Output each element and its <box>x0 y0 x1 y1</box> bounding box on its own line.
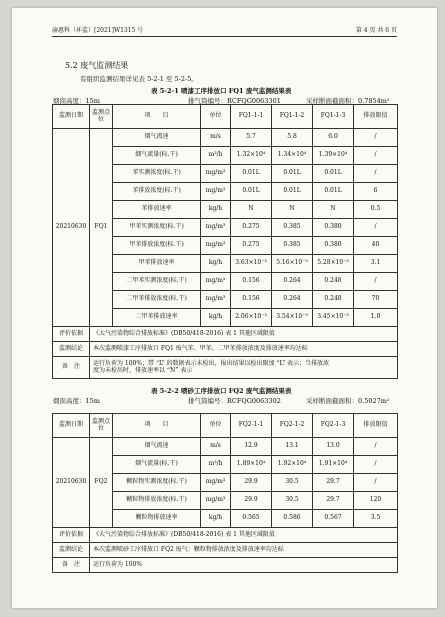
limit-value: 70 <box>354 291 398 309</box>
col-header-sample-2: FQ1-1-2 <box>272 105 313 129</box>
unit-cell: kg/h <box>201 510 231 528</box>
sample-3-value: 29.7 <box>313 492 354 510</box>
sample-2-value: 0.01L <box>272 183 313 201</box>
limit-value: / <box>354 456 398 474</box>
conclusion-text: 本次监测喷漆工序排放口 FQ1 废气苯、甲苯、二甲苯排放浓度及排放速率均达标 <box>90 342 398 357</box>
col-header-unit: 单位 <box>201 105 231 129</box>
unit-cell: mg/m³ <box>201 492 231 510</box>
table1-section-area: 采样断面截面积：0.7854m² <box>306 97 390 105</box>
limit-value: 6 <box>354 183 398 201</box>
limit-value: 0.5 <box>354 201 398 219</box>
table2-conclusion-row <box>53 543 398 558</box>
sample-1-value: 5.7 <box>231 129 272 147</box>
table2-section-area: 采样断面截面积：0.5027m² <box>306 397 390 405</box>
item-cell: 苯排放浓度(标.干) <box>113 183 201 201</box>
note-text: 运行负荷为 100% <box>90 558 398 573</box>
monitor-date: 20210630 <box>53 129 90 327</box>
sample-2-value: 30.5 <box>272 474 313 492</box>
item-cell: 烟气流速 <box>113 438 201 456</box>
conclusion-text: 本次监测喷砂工序排放口 FQ2 废气：颗粒物排放浓度及排放速率均达标 <box>90 543 398 558</box>
sample-3-value: 3.45×10⁻³ <box>313 309 354 327</box>
col-header-point: 监测点位 <box>90 414 113 438</box>
table2-stack-code: 排气筒编号：RCFQG0063302 <box>188 397 281 405</box>
sample-1-value: 0.565 <box>231 510 272 528</box>
col-header-sample-1: FQ1-1-1 <box>231 105 272 129</box>
sample-2-value: 0.586 <box>272 510 313 528</box>
table1-stack-code: 排气筒编号：RCFQG0063301 <box>188 97 281 105</box>
sample-3-value: N <box>313 201 354 219</box>
sample-2-value: 13.1 <box>272 438 313 456</box>
table1-stack-height: 烟囱高度：15m <box>53 97 100 105</box>
limit-value: / <box>354 147 398 165</box>
item-cell: 甲苯排放浓度(标.干) <box>113 237 201 255</box>
limit-value: 3.5 <box>354 510 398 528</box>
monitor-point: FQ1 <box>90 129 113 327</box>
unit-cell: mg/m³ <box>201 474 231 492</box>
item-cell: 甲苯排放速率 <box>113 255 201 273</box>
sample-1-value: 29.9 <box>231 492 272 510</box>
item-cell: 烟气流量(标.干) <box>113 147 201 165</box>
col-header-point: 监测点位 <box>90 105 113 129</box>
note-text <box>90 357 398 379</box>
sample-1-value: 0.156 <box>231 273 272 291</box>
sample-3-value: 0.380 <box>313 219 354 237</box>
sample-1-value: 3.63×10⁻³ <box>231 255 272 273</box>
basis-text: 《大气污染物综合排放标准》(DB50/418-2016) 表 1 其他区域限值 <box>90 327 398 342</box>
sample-2-value: N <box>272 201 313 219</box>
item-cell: 颗粒物实测浓度(标.干) <box>113 474 201 492</box>
sample-1-value: 1.32×10⁴ <box>231 147 272 165</box>
sample-2-value: 5.8 <box>272 129 313 147</box>
sample-3-value: 1.91×10⁴ <box>313 456 354 474</box>
report-page <box>12 8 437 608</box>
table1 <box>52 104 398 379</box>
sample-3-value: 0.248 <box>313 291 354 309</box>
limit-value: / <box>354 129 398 147</box>
unit-cell: m/s <box>201 438 231 456</box>
item-cell: 烟气流量(标.干) <box>113 456 201 474</box>
basis-label: 评价依据 <box>53 528 90 543</box>
unit-cell: mg/m³ <box>201 219 231 237</box>
conclusion-label: 监测结论 <box>53 543 90 558</box>
sample-2-value: 30.5 <box>272 492 313 510</box>
table1-caption: 表 5-2-1 喷漆工序排放口 FQ1 废气监测结果表 <box>151 87 292 95</box>
sample-1-value: 29.9 <box>231 474 272 492</box>
item-cell: 苯实测浓度(标.干) <box>113 165 201 183</box>
page-number: 第 4 页 共 6 页 <box>355 27 397 34</box>
note-label: 备 注 <box>53 357 90 379</box>
col-header-date: 监测日期 <box>53 414 90 438</box>
sample-2-value: 0.264 <box>272 273 313 291</box>
col-header-sample-2: FQ2-1-2 <box>272 414 313 438</box>
unit-cell: m/s <box>201 129 231 147</box>
sample-3-value: 0.01L <box>313 183 354 201</box>
sample-3-value: 0.567 <box>313 510 354 528</box>
col-header-limit: 排放限值 <box>354 414 398 438</box>
sample-2-value: 0.01L <box>272 165 313 183</box>
sample-3-value: 0.01L <box>313 165 354 183</box>
col-header-date: 监测日期 <box>53 105 90 129</box>
item-cell: 甲苯实测浓度(标.干) <box>113 219 201 237</box>
item-cell: 颗粒物排放速率 <box>113 510 201 528</box>
col-header-limit: 排放限值 <box>354 105 398 129</box>
col-header-sample-1: FQ2-1-1 <box>231 414 272 438</box>
unit-cell: m³/h <box>201 147 231 165</box>
sample-1-value: N <box>231 201 272 219</box>
table-row <box>53 129 398 147</box>
sample-1-value: 2.06×10⁻³ <box>231 309 272 327</box>
note-line-1: 运行负荷为 100%；带 “L” 的数据表示未检出，报出结果以检出限加 “L” 表示；当排放浓 <box>93 359 330 367</box>
unit-cell: mg/m³ <box>201 237 231 255</box>
note-label: 备 注 <box>53 558 90 573</box>
monitor-point: FQ2 <box>90 438 113 528</box>
unit-cell: kg/h <box>201 201 231 219</box>
note-line-2: 度为未检出时，排放速率以 “N” 表示 <box>93 366 193 374</box>
col-header-item: 项 目 <box>113 414 201 438</box>
sample-1-value: 1.89×10⁴ <box>231 456 272 474</box>
sample-3-value: 0.380 <box>313 237 354 255</box>
table2-note-row <box>53 558 398 573</box>
unit-cell: mg/m³ <box>201 183 231 201</box>
unit-cell: mg/m³ <box>201 273 231 291</box>
sample-2-value: 0.264 <box>272 291 313 309</box>
sample-2-value: 1.92×10⁴ <box>272 456 313 474</box>
table2-header-row <box>53 414 398 438</box>
limit-value: / <box>354 165 398 183</box>
limit-value: 120 <box>354 492 398 510</box>
sample-1-value: 12.9 <box>231 438 272 456</box>
limit-value: 40 <box>354 237 398 255</box>
table2-stack-height: 烟囱高度：15m <box>53 397 100 405</box>
sample-3-value: 0.248 <box>313 273 354 291</box>
monitor-date: 20210630 <box>53 438 90 528</box>
table2-caption: 表 5-2-2 喷砂工序排放口 FQ2 废气监测结果表 <box>151 387 292 395</box>
sample-2-value: 1.34×10⁴ <box>272 147 313 165</box>
item-cell: 烟气流速 <box>113 129 201 147</box>
table1-basis-row <box>53 327 398 342</box>
table1-conclusion-row <box>53 342 398 357</box>
table2 <box>52 413 398 573</box>
unit-cell: mg/m³ <box>201 291 231 309</box>
sample-1-value: 0.01L <box>231 183 272 201</box>
sample-3-value: 5.28×10⁻³ <box>313 255 354 273</box>
section-title: 5.2 废气监测结果 <box>65 61 129 70</box>
table1-header-row <box>53 105 398 129</box>
limit-value: / <box>354 273 398 291</box>
sample-3-value: 6.0 <box>313 129 354 147</box>
sample-3-value: 1.39×10⁴ <box>313 147 354 165</box>
item-cell: 二甲苯排放速率 <box>113 309 201 327</box>
unit-cell: kg/h <box>201 309 231 327</box>
item-cell: 二甲苯实测浓度(标.干) <box>113 273 201 291</box>
sample-2-value: 0.385 <box>272 219 313 237</box>
sample-3-value: 13.0 <box>313 438 354 456</box>
limit-value: 3.1 <box>354 255 398 273</box>
table2-basis-row <box>53 528 398 543</box>
col-header-sample-3: FQ2-1-3 <box>313 414 354 438</box>
limit-value: / <box>354 474 398 492</box>
item-cell: 颗粒物排放浓度(标.干) <box>113 492 201 510</box>
table-row <box>53 438 398 456</box>
item-cell: 苯排放速率 <box>113 201 201 219</box>
limit-value: 1.0 <box>354 309 398 327</box>
col-header-item: 项 目 <box>113 105 201 129</box>
limit-value: / <box>354 219 398 237</box>
basis-label: 评价依据 <box>53 327 90 342</box>
page-header <box>52 22 397 37</box>
sample-1-value: 0.275 <box>231 219 272 237</box>
sample-2-value: 0.385 <box>272 237 313 255</box>
section-intro: 有组织监测结果详见表 5-2-1 至 5-2-5。 <box>80 75 198 83</box>
unit-cell: mg/m³ <box>201 165 231 183</box>
unit-cell: m³/h <box>201 456 231 474</box>
sample-2-value: 5.16×10⁻³ <box>272 255 313 273</box>
col-header-unit: 单位 <box>201 414 231 438</box>
col-header-sample-3: FQ1-1-3 <box>313 105 354 129</box>
sample-2-value: 3.54×10⁻³ <box>272 309 313 327</box>
report-number: 渝惠科（环监）[2021]W1315 号 <box>52 27 144 34</box>
table1-note-row <box>53 357 398 379</box>
item-cell: 二甲苯排放浓度(标.干) <box>113 291 201 309</box>
sample-1-value: 0.156 <box>231 291 272 309</box>
unit-cell: kg/h <box>201 255 231 273</box>
basis-text: 《大气污染物综合排放标准》(DB50/418-2016) 表 1 其他区域限值 <box>90 528 398 543</box>
limit-value: / <box>354 438 398 456</box>
conclusion-label: 监测结论 <box>53 342 90 357</box>
sample-1-value: 0.01L <box>231 165 272 183</box>
sample-1-value: 0.275 <box>231 237 272 255</box>
sample-3-value: 29.7 <box>313 474 354 492</box>
